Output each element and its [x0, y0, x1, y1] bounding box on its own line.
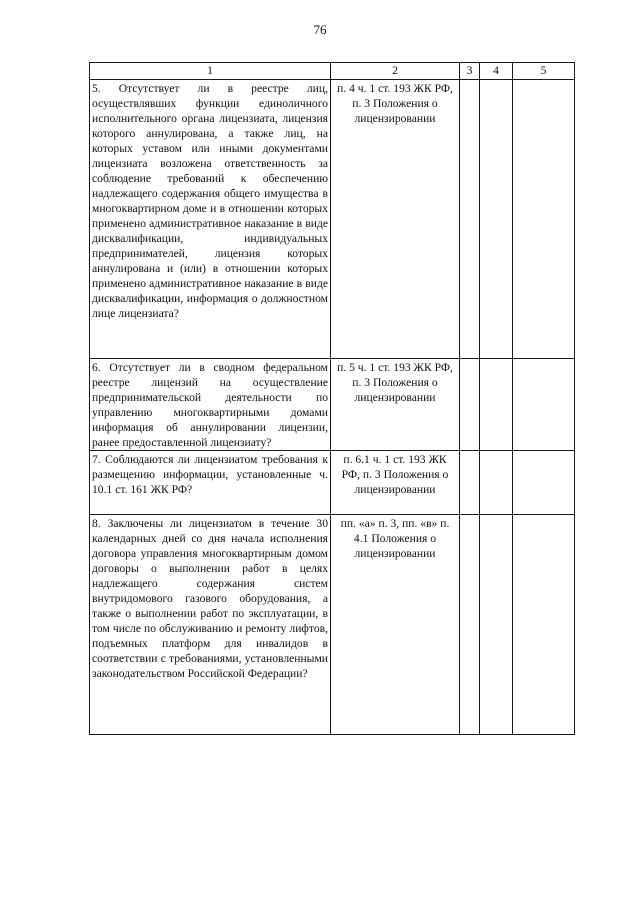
question-cell: 7. Соблюдаются ли лицензиатом требования к размещению информации, установленные ч. 10.1 ст. 161 ЖК РФ?: [90, 451, 331, 515]
notes-cell-col5: [513, 359, 575, 451]
table-row: [90, 515, 575, 735]
column-header-1: 1: [90, 63, 331, 80]
table-row: [90, 451, 575, 515]
answer-cell-col3: [460, 451, 480, 515]
legal-reference-cell: п. 5 ч. 1 ст. 193 ЖК РФ, п. 3 Положения о лицензировании: [331, 359, 460, 451]
table-row: [90, 80, 575, 359]
column-header-3: 3: [460, 63, 480, 80]
answer-cell-col3: [460, 359, 480, 451]
column-header-5: 5: [513, 63, 575, 80]
legal-reference-cell: пп. «а» п. 3, пп. «в» п. 4.1 Положения о лицензировании: [331, 515, 460, 735]
licensing-checklist-table: [89, 62, 575, 735]
page-number: 76: [313, 22, 327, 37]
answer-cell-col3: [460, 515, 480, 735]
notes-cell-col5: [513, 515, 575, 735]
notes-cell-col5: [513, 451, 575, 515]
answer-cell-col4: [480, 515, 513, 735]
table-header-row: [90, 63, 575, 80]
answer-cell-col4: [480, 359, 513, 451]
answer-cell-col4: [480, 451, 513, 515]
answer-cell-col3: [460, 80, 480, 359]
question-cell: 6. Отсутствует ли в сводном федеральном реестре лицензий на осуществление предпринимательской деятельности по управлению многоквартирными домами информация об аннулировании лицензии, ранее предоставленной лицензиату?: [90, 359, 331, 451]
column-header-4: 4: [480, 63, 513, 80]
table-row: [90, 359, 575, 451]
answer-cell-col4: [480, 80, 513, 359]
legal-reference-cell: п. 6.1 ч. 1 ст. 193 ЖК РФ, п. 3 Положения о лицензировании: [331, 451, 460, 515]
legal-reference-cell: п. 4 ч. 1 ст. 193 ЖК РФ, п. 3 Положения о лицензировании: [331, 80, 460, 359]
column-header-2: 2: [331, 63, 460, 80]
question-cell: 5. Отсутствует ли в реестре лиц, осуществлявших функции единоличного исполнительного органа лицензиата, лицензия которого аннулирована, а также лиц, на которых уставом или иными документами лицензиата возложена ответственность за соблюдение требований к обеспечению надлежащего содержания общего имущества в многоквартирном доме и в отношении которых применено административное наказание в виде дисквалификации, индивидуальных предпринимателей, лицензия которых аннулирована и (или) в отношении которых применено административное наказание в виде дисквалификации, информация о должностном лице лицензиата?: [90, 80, 331, 359]
question-cell: 8. Заключены ли лицензиатом в течение 30 календарных дней со дня начала исполнения договора управления многоквартирным домом договоры о выполнении работ в целях надлежащего содержания систем внутридомового газового оборудования, а также о выполнении работ по эксплуатации, в том числе по обслуживанию и ремонту лифтов, подъемных платформ для инвалидов в соответствии с требованиями, установленными законодательством Российской Федерации?: [90, 515, 331, 735]
notes-cell-col5: [513, 80, 575, 359]
